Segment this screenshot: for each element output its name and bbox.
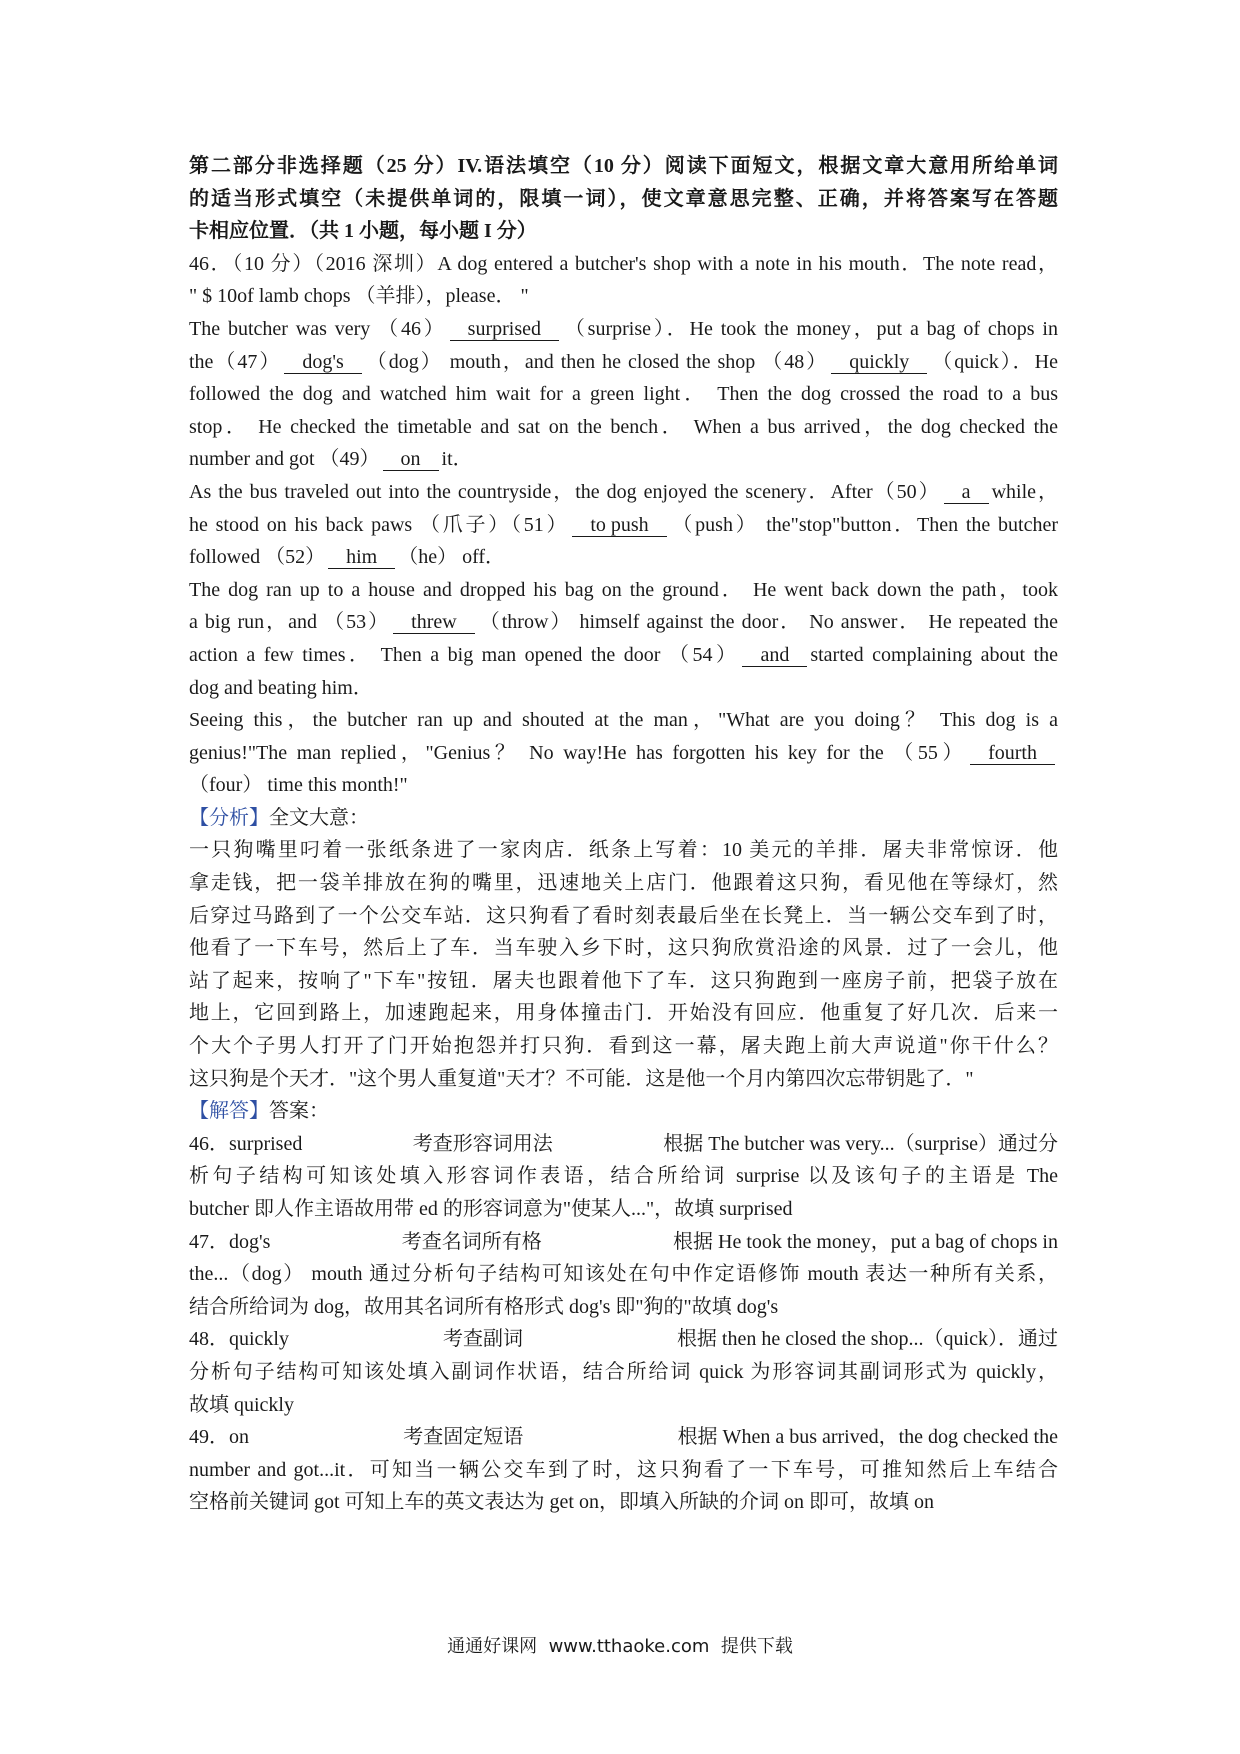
passage-text: 46．（10 分）（2016 深圳）A dog entered a butcher's shop with a note in his mouth．The note read， xyxy=(189,252,1058,275)
answer-explanation-line: 空格前关键词 got 可知上车的英文表达为 get on，即填入所缺的介词 on 即可，故填 on xyxy=(189,1491,934,1514)
passage-line xyxy=(189,704,1058,737)
answer-blank: and xyxy=(742,644,807,667)
answer-item xyxy=(189,1226,1058,1324)
document-page xyxy=(189,150,1058,1519)
answer-number: 48．quickly xyxy=(189,1328,289,1351)
answer-explanations xyxy=(189,1128,1058,1519)
analysis-line: 后穿过马路到了一个公交车站．这只狗看了看时刻表最后坐在长凳上．当一辆公交车到了时， xyxy=(189,904,1058,927)
answer-explanation-line: 故填 quickly xyxy=(189,1393,294,1416)
passage-line xyxy=(189,672,1058,705)
passage-line xyxy=(189,737,1058,770)
answer-reason-lead: 根据 then he closed the shop...（quick）．通过 xyxy=(676,1328,1058,1351)
passage-text: The butcher was very （46） xyxy=(189,317,447,340)
section-instructions xyxy=(189,150,1058,248)
passage-line xyxy=(189,639,1058,672)
analysis-label: 【分析】 xyxy=(189,806,269,829)
passage-text: number and got （49） xyxy=(189,448,380,471)
answer-item xyxy=(189,1128,1058,1226)
answer-topic: 考查固定短语 xyxy=(403,1426,524,1449)
analysis-line: 他看了一下车号，然后上了车．当车驶入乡下时，这只狗欣赏沿途的风景．过了一会儿，他 xyxy=(189,937,1058,960)
answer-explanation-line: the...（dog） mouth 通过分析句子结构可知该处在句中作定语修饰 mouth 表达一种所有关系， xyxy=(189,1263,1058,1286)
passage-text: while， xyxy=(991,480,1058,503)
passage-text: （push） the"stop"button．Then the butcher xyxy=(669,513,1058,536)
instruction-line: 的适当形式填空（未提供单词的，限填一词），使文章意思完整、正确，并将答案写在答题 xyxy=(189,187,1058,210)
passage-paragraph xyxy=(189,313,1058,476)
answer-blank: a xyxy=(944,481,989,504)
passage-paragraph xyxy=(189,704,1058,802)
passage-line xyxy=(189,769,1058,802)
passage-line xyxy=(189,313,1058,346)
analysis-line: 拿走钱，把一袋羊排放在狗的嘴里，迅速地关上店门．他跟着这只狗，看见他在等绿灯，然 xyxy=(189,872,1058,895)
answer-intro: 答案： xyxy=(269,1100,329,1123)
passage-text: action a few times． Then a big man opened the door （54） xyxy=(189,643,740,666)
passage-paragraph xyxy=(189,476,1058,574)
answer-label: 【解答】 xyxy=(189,1100,269,1123)
footer-download-note: 通通好课网 www.tthaoke.com 提供下载 xyxy=(447,1636,793,1657)
passage-text: The dog ran up to a house and dropped his bag on the ground． He went back down the path，took xyxy=(189,578,1058,601)
passage-text: the（47） xyxy=(189,350,282,373)
passage-line xyxy=(189,509,1058,542)
passage-paragraph xyxy=(189,574,1058,704)
answer-topic: 考查形容词用法 xyxy=(412,1132,553,1155)
answer-reason-lead: 根据 The butcher was very...（surprise）通过分 xyxy=(663,1132,1058,1155)
passage-text: followed （52） xyxy=(189,546,326,569)
answer-topic: 考查副词 xyxy=(442,1328,523,1351)
passage-line xyxy=(189,574,1058,607)
analysis-text xyxy=(189,834,1058,1095)
answer-reason-lead: 根据 He took the money，put a bag of chops in xyxy=(673,1230,1058,1253)
answer-item-first-line xyxy=(189,1128,1058,1161)
passage-text: （throw） himself against the door． No answer． He repeated the xyxy=(477,611,1058,634)
analysis-line: 地上，它回到路上，加速跑起来，用身体撞击门．开始没有回应．他重复了好几次．后来一 xyxy=(189,1002,1058,1025)
passage-line xyxy=(189,248,1058,281)
answer-blank: him xyxy=(328,546,395,569)
passage-text: （dog） mouth，and then he closed the shop （48） xyxy=(364,350,829,373)
answer-number: 46．surprised xyxy=(189,1132,303,1155)
analysis-line: 个大个子男人打开了门开始抱怨并打只狗．看到这一幕，屠夫跑上前大声说道"你干什么？ xyxy=(189,1035,1058,1058)
passage-text: genius!"The man replied，"Genius？ No way!He has forgotten his key for the （55） xyxy=(189,741,968,764)
analysis-line: 站了起来，按响了"下车"按钮．屠夫也跟着他下了车．这只狗跑到一座房子前，把袋子放在 xyxy=(189,969,1058,992)
passage-line xyxy=(189,411,1058,444)
passage-text: Seeing this，the butcher ran up and shouted at the man，"What are you doing？ This dog is a xyxy=(189,709,1058,732)
answer-reason-lead: 根据 When a bus arrived，the dog checked the xyxy=(677,1426,1058,1449)
passage-line xyxy=(189,606,1058,639)
answer-blank: fourth xyxy=(970,742,1055,765)
answer-explanation-line: 结合所给词为 dog，故用其名词所有格形式 dog's 即"狗的"故填 dog's xyxy=(189,1295,779,1318)
passage-text: As the bus traveled out into the countryside，the dog enjoyed the scenery．After（50） xyxy=(189,480,941,503)
passage-text: followed the dog and watched him wait for a green light． Then the dog crossed the road to a bus xyxy=(189,383,1058,406)
passage-paragraph xyxy=(189,248,1058,313)
answer-number: 49．on xyxy=(189,1426,249,1449)
answer-item-first-line xyxy=(189,1323,1058,1356)
passage-text: he stood on his back paws （爪子）（51） xyxy=(189,513,570,536)
passage-text: （he） off． xyxy=(398,546,506,569)
answer-blank: quickly xyxy=(831,351,927,374)
passage-text: it． xyxy=(441,448,473,471)
passage-line xyxy=(189,443,1058,476)
passage-text: （quick）．He xyxy=(930,350,1058,373)
passage-text: dog and beating him． xyxy=(189,676,373,699)
analysis-intro: 全文大意： xyxy=(269,806,369,829)
answer-explanation-line: butcher 即人作主语故用带 ed 的形容词意为"使某人..."，故填 surprised xyxy=(189,1198,793,1220)
answer-heading xyxy=(189,1095,1058,1128)
answer-blank: dog's xyxy=(284,351,361,374)
instruction-line: 卡相应位置．（共 1 小题，每小题 I 分） xyxy=(189,220,537,243)
passage-line xyxy=(189,346,1058,379)
instruction-line: 第二部分非选择题（25 分）IV.语法填空（10 分）阅读下面短文，根据文章大意用所给单词 xyxy=(189,155,1058,177)
analysis-heading xyxy=(189,802,1058,835)
analysis-line: 一只狗嘴里叼着一张纸条进了一家肉店．纸条上写着：10 美元的羊排．屠夫非常惊讶．他 xyxy=(189,839,1058,862)
answer-blank: threw xyxy=(393,611,475,634)
passage-line xyxy=(189,280,1058,313)
answer-explanation-line: number and got...it．可知当一辆公交车到了时，这只狗看了一下车号，可推知然后上车结合 xyxy=(189,1458,1058,1481)
answer-explanation-line: 分析句子结构可知该处填入副词作状语，结合所给词 quick 为形容词其副词形式为 quickly， xyxy=(189,1360,1058,1383)
answer-blank: surprised xyxy=(450,318,559,341)
passage-text: （four） time this month!" xyxy=(189,774,408,797)
cloze-passage xyxy=(189,248,1058,802)
passage-line xyxy=(189,476,1058,509)
analysis-section xyxy=(189,802,1058,1095)
passage-line xyxy=(189,541,1058,574)
answer-item-first-line xyxy=(189,1421,1058,1454)
answer-blank: to push xyxy=(572,514,666,537)
passage-text: started complaining about the xyxy=(810,643,1058,666)
analysis-line: 这只狗是个天才．"这个男人重复道"天才？不可能．这是他一个月内第四次忘带钥匙了．" xyxy=(189,1067,974,1090)
answer-section xyxy=(189,1095,1058,1519)
answer-item xyxy=(189,1323,1058,1421)
answer-number: 47．dog's xyxy=(189,1230,271,1253)
passage-text: a big run，and （53） xyxy=(189,611,391,634)
answer-topic: 考查名词所有格 xyxy=(401,1230,542,1253)
passage-line xyxy=(189,378,1058,411)
answer-explanation-line: 析句子结构可知该处填入形容词作表语，结合所给词 surprise 以及该句子的主语是 The xyxy=(189,1165,1058,1188)
answer-item xyxy=(189,1421,1058,1519)
answer-blank: on xyxy=(383,448,439,471)
passage-text: （surprise）．He took the money，put a bag of chops in xyxy=(561,317,1058,340)
answer-item-first-line xyxy=(189,1226,1058,1259)
passage-text: " $ 10of lamb chops （羊排），please． " xyxy=(189,285,529,308)
passage-text: stop． He checked the timetable and sat on the bench． When a bus arrived，the dog checked the xyxy=(189,415,1058,438)
